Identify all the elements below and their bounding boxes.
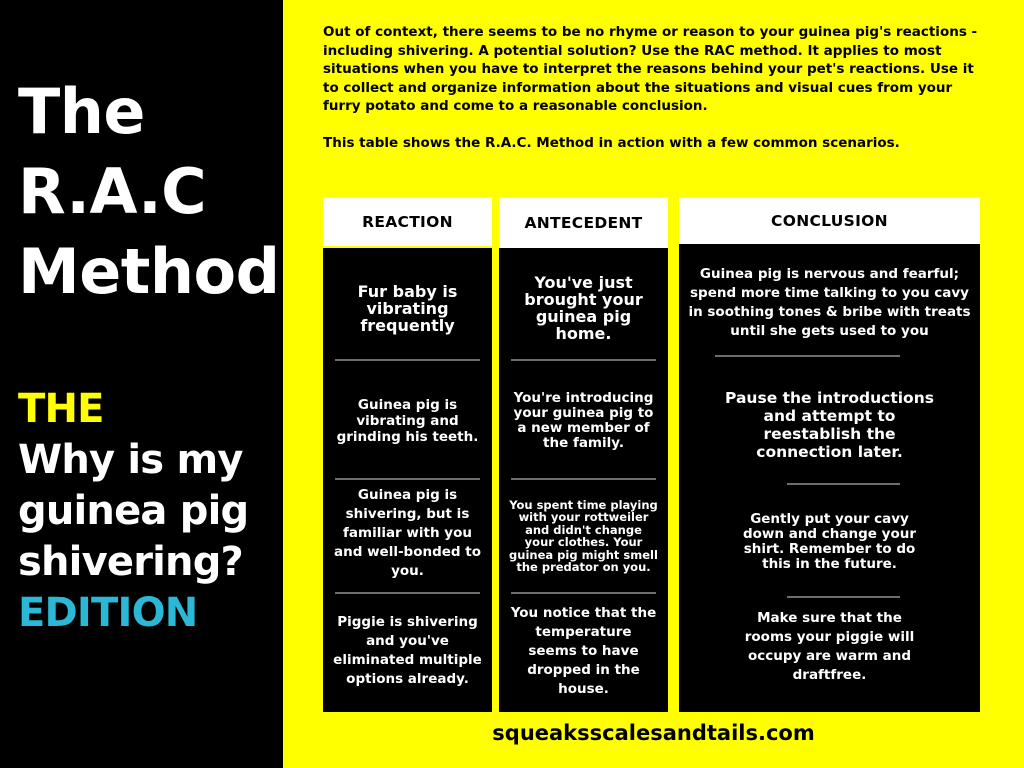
row-divider [511, 478, 656, 480]
row-divider [787, 483, 900, 485]
conclusion-cell: Pause the introductions and attempt to reestablish the connection later. [725, 389, 934, 461]
row-divider [511, 592, 656, 594]
intro-text [323, 23, 983, 153]
reaction-column [323, 248, 492, 712]
row-divider [335, 359, 480, 361]
edition-subtitle [18, 384, 280, 639]
antecedent-cell: You've just brought your guinea pig home. [524, 273, 643, 343]
intro-paragraph-table-note: This table shows the R.A.C. Method in action with a few common scenarios. [323, 134, 900, 151]
conclusion-cell: Make sure that the rooms your piggie will occupy are warm and draftfree. [744, 610, 915, 683]
reaction-cell: Guinea pig is shivering, but is familiar with you and well-bonded to you. [333, 486, 482, 579]
antecedent-cell: You notice that the temperature seems to have dropped in the house. [510, 604, 657, 697]
row-divider [715, 355, 900, 357]
website-url: squeaksscalesandtails.com [492, 721, 815, 745]
antecedent-cell: You're introducing your guinea pig to a new member of the family. [513, 390, 654, 451]
title-line: Method [18, 235, 280, 308]
antecedent-column [499, 248, 668, 712]
edition-line: shivering? [18, 539, 243, 585]
edition-line-the: THE [18, 386, 104, 432]
reaction-cell: Fur baby is vibrating frequently [357, 281, 458, 335]
header-antecedent: ANTECEDENT [499, 197, 668, 248]
conclusion-cell: Gently put your cavy down and change your shirt. Remember to do this in the future. [742, 511, 916, 572]
header-reaction: REACTION [323, 197, 492, 246]
row-divider [511, 359, 656, 361]
reaction-cell: Piggie is shivering and you've eliminated multiple options already. [333, 614, 482, 687]
title-line: The [18, 75, 145, 148]
conclusion-column [679, 244, 980, 712]
title-line: R.A.C [18, 155, 207, 228]
header-conclusion: CONCLUSION [679, 197, 980, 244]
row-divider [787, 596, 900, 598]
edition-line: Why is my [18, 437, 243, 483]
row-divider [335, 592, 480, 594]
main-title [18, 72, 278, 312]
reaction-cell: Guinea pig is vibrating and grinding his teeth. [336, 397, 479, 445]
edition-line: guinea pig [18, 488, 249, 534]
left-panel [0, 0, 283, 768]
edition-line-edition: EDITION [18, 590, 198, 636]
antecedent-cell: You spent time playing with your rottweiler and didn't change your clothes. Your guinea pig might smell the predator on you. [509, 497, 658, 574]
intro-paragraph: Out of context, there seems to be no rhyme or reason to your guinea pig's reactions - including shivering. A potential solution? Use the RAC method. It applies to most situations when you have to interpret the reasons behind your pet's reactions. Use it to collect and organize information about the situations and visual cues from your furry potato and come to a reasonable conclusion. [323, 24, 978, 115]
row-divider [335, 478, 480, 480]
conclusion-cell: Guinea pig is nervous and fearful; spend more time talking to you cavy in soothing tones & bribe with treats until she gets used to you [688, 266, 971, 339]
